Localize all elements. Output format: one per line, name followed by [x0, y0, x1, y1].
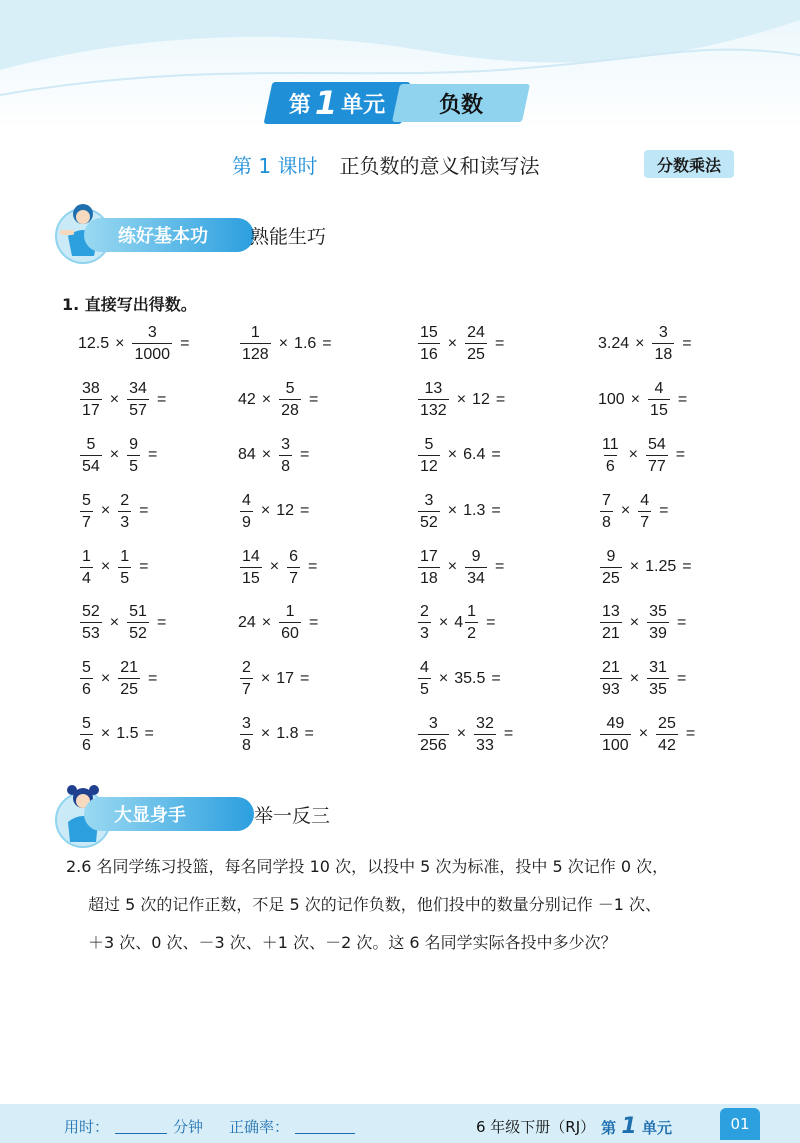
numerator: 34 [129, 380, 147, 398]
denominator: 132 [418, 399, 449, 420]
operator: = [156, 613, 167, 631]
numerator: 5 [82, 714, 91, 732]
numerator: 5 [82, 491, 91, 509]
fraction [465, 323, 487, 364]
denominator: 60 [279, 622, 301, 643]
fraction [418, 547, 440, 588]
operator: × [100, 502, 111, 520]
numerator: 2 [420, 603, 429, 621]
section-basic-subtitle: 熟能生巧 [250, 226, 327, 248]
fraction [418, 602, 431, 643]
numerator: 3 [147, 324, 157, 342]
operator: = [491, 669, 501, 687]
denominator: 52 [418, 511, 440, 532]
numerator: 15 [420, 324, 438, 342]
operator: × [438, 613, 449, 631]
numerator: 13 [424, 380, 443, 398]
question-2 [66, 848, 766, 962]
denominator: 12 [418, 455, 440, 476]
fraction [647, 658, 669, 699]
operator: = [308, 390, 319, 408]
operator: × [456, 390, 467, 408]
numerator: 5 [86, 435, 96, 453]
fraction [600, 435, 621, 476]
numerator: 4 [654, 380, 664, 398]
calc-item [238, 539, 416, 595]
calculation-grid [78, 316, 758, 766]
number: 12 [276, 502, 295, 520]
calc-item [416, 428, 598, 484]
denominator: 1000 [132, 343, 172, 364]
time-label: 用时： [64, 1118, 110, 1136]
operator: = [495, 390, 506, 408]
calc-item [598, 707, 758, 763]
numerator: 25 [658, 714, 676, 732]
denominator: 7 [80, 511, 93, 532]
calc-item [78, 651, 238, 707]
fraction [80, 547, 93, 588]
footer-grade [476, 1114, 672, 1139]
denominator: 8 [240, 734, 253, 755]
operator: × [438, 669, 449, 687]
denominator: 7 [638, 511, 651, 532]
fraction [600, 547, 622, 588]
calc-item [78, 595, 238, 651]
topic-badge: 分数乘法 [644, 150, 734, 178]
numerator: 5 [424, 435, 434, 453]
operator: × [629, 613, 640, 631]
operator: × [447, 446, 458, 464]
numerator: 4 [242, 491, 251, 509]
fraction [279, 435, 292, 476]
operator: = [677, 390, 688, 408]
fraction [418, 379, 449, 420]
numerator: 35 [649, 603, 667, 621]
denominator: 5 [118, 567, 131, 588]
number: 3.24 [598, 334, 630, 352]
fraction [80, 491, 93, 532]
denominator: 128 [240, 343, 271, 364]
calc-item [238, 595, 416, 651]
denominator: 3 [118, 511, 131, 532]
numerator: 3 [428, 714, 438, 732]
denominator: 7 [287, 567, 300, 588]
operator: = [300, 669, 310, 687]
operator: = [304, 725, 314, 743]
operator: = [494, 558, 505, 576]
numerator: 2 [120, 491, 130, 509]
operator: × [638, 725, 649, 743]
denominator: 5 [418, 678, 431, 699]
accuracy-blank [295, 1119, 355, 1134]
numerator: 38 [82, 380, 100, 398]
operator: × [109, 390, 120, 408]
number: 6.4 [463, 446, 486, 464]
calc-item [598, 372, 758, 428]
operator: × [629, 558, 640, 576]
numerator: 49 [606, 714, 625, 732]
numerator: 13 [602, 603, 620, 621]
numerator: 3 [242, 714, 251, 732]
operator: = [685, 725, 696, 743]
calc-item [416, 595, 598, 651]
calc-item [238, 316, 416, 372]
denominator: 53 [80, 622, 102, 643]
numerator: 1 [82, 547, 91, 565]
lesson-title [232, 150, 539, 179]
denominator: 25 [465, 343, 487, 364]
operator: × [261, 446, 272, 464]
operator: = [659, 502, 669, 520]
calc-item [416, 372, 598, 428]
numerator: 4 [640, 491, 650, 509]
numerator: 2 [242, 659, 251, 677]
question-2-line-2: 超过 5 次的记作正数，不足 5 次的记作负数，他们投中的数量分别记作 －1 次、 [88, 895, 662, 914]
number: 24 [238, 613, 256, 631]
time-unit: 分钟 [173, 1118, 204, 1136]
denominator: 34 [465, 567, 487, 588]
number: 12 [472, 390, 490, 408]
numerator: 9 [606, 547, 616, 565]
denominator: 33 [474, 734, 496, 755]
denominator: 17 [80, 399, 102, 420]
denominator: 25 [600, 567, 622, 588]
fraction [287, 547, 300, 588]
calc-item [78, 539, 238, 595]
operator: = [676, 613, 687, 631]
denominator: 39 [647, 622, 669, 643]
fraction [118, 658, 140, 699]
operator: = [682, 558, 692, 576]
calc-item [238, 372, 416, 428]
fraction [80, 602, 102, 643]
operator: × [100, 558, 111, 576]
section-advanced-subtitle: 举一反三 [254, 805, 331, 827]
unit-prefix: 第 [288, 92, 311, 118]
operator: = [322, 334, 332, 352]
unit-number: 1 [314, 84, 338, 122]
number: 1.5 [116, 725, 139, 743]
operator: × [278, 334, 289, 352]
calc-item [416, 539, 598, 595]
operator: × [629, 669, 640, 687]
numerator: 21 [120, 659, 139, 677]
numerator: 52 [82, 603, 100, 621]
fraction [279, 602, 301, 643]
numerator: 5 [82, 659, 91, 677]
fraction [118, 491, 131, 532]
numerator: 21 [602, 659, 620, 677]
number: 1.8 [276, 725, 299, 743]
fraction [80, 379, 102, 420]
denominator: 6 [604, 455, 617, 476]
operator: × [260, 669, 271, 687]
number: 1.6 [294, 334, 317, 352]
fraction [240, 714, 253, 755]
numerator: 17 [420, 547, 438, 565]
numerator: 3 [424, 491, 434, 509]
operator: × [109, 446, 120, 464]
denominator: 2 [465, 622, 478, 643]
fraction [127, 602, 149, 643]
denominator: 9 [240, 511, 253, 532]
numerator: 6 [289, 547, 299, 565]
fraction [132, 323, 172, 364]
section-basic-title: 练好基本功 [118, 226, 208, 247]
fraction [80, 714, 93, 755]
lesson-number: 第 1 课时 [232, 154, 318, 178]
fraction [418, 658, 431, 699]
question-2-line-1: 2.6 名同学练习投篮，每名同学投 10 次，以投中 5 次为标准，投中 5 次记作 0 次， [66, 857, 669, 876]
time-blank [115, 1119, 167, 1134]
numerator: 3 [658, 324, 668, 342]
fraction [646, 435, 668, 476]
fraction [638, 491, 651, 532]
calc-item [598, 483, 758, 539]
operator: × [261, 390, 272, 408]
operator: × [630, 390, 641, 408]
numerator: 9 [129, 435, 139, 453]
calc-item [238, 707, 416, 763]
denominator: 256 [418, 734, 449, 755]
denominator: 6 [80, 734, 93, 755]
operator: × [100, 669, 111, 687]
grade-label: 6 年级下册（RJ） [476, 1118, 596, 1136]
numerator: 1 [467, 603, 477, 621]
operator: = [491, 446, 501, 464]
calc-item [78, 316, 238, 372]
operator: = [300, 502, 310, 520]
number: 1.3 [463, 502, 486, 520]
denominator: 15 [648, 399, 670, 420]
fraction [118, 547, 131, 588]
operator: = [682, 334, 692, 352]
lesson-name: 正负数的意义和读写法 [339, 154, 540, 178]
number: 35.5 [454, 669, 486, 687]
operator: = [494, 334, 505, 352]
denominator: 4 [80, 567, 93, 588]
fraction [80, 658, 93, 699]
calc-item [238, 651, 416, 707]
page-number: 01 [720, 1108, 760, 1140]
operator: = [503, 725, 514, 743]
operator: = [491, 502, 501, 520]
footer-unit [601, 1114, 672, 1139]
operator: = [308, 613, 319, 631]
operator: × [269, 558, 280, 576]
operator: × [260, 725, 271, 743]
numerator: 1 [250, 324, 260, 342]
denominator: 25 [118, 678, 140, 699]
fraction [465, 547, 487, 588]
numerator: 31 [649, 659, 667, 677]
calc-item [598, 539, 758, 595]
operator: = [156, 390, 167, 408]
operator: × [635, 334, 645, 352]
fraction [647, 602, 669, 643]
unit-name: 负数 [438, 92, 483, 118]
unit-suffix: 单元 [341, 92, 386, 118]
fraction [418, 323, 440, 364]
fraction [600, 491, 613, 532]
denominator: 18 [652, 343, 674, 364]
section-advanced-title: 大显身手 [114, 805, 186, 826]
fraction [80, 435, 102, 476]
fraction [127, 379, 149, 420]
operator: = [308, 558, 318, 576]
denominator: 15 [240, 567, 262, 588]
fraction [240, 491, 253, 532]
denominator: 42 [656, 734, 678, 755]
calc-item [416, 707, 598, 763]
operator: × [260, 502, 271, 520]
operator: = [486, 613, 496, 631]
operator: = [139, 558, 149, 576]
denominator: 28 [279, 399, 301, 420]
calc-item [598, 316, 758, 372]
unit-tag [268, 82, 406, 124]
numerator: 5 [285, 380, 295, 398]
operator: × [447, 334, 458, 352]
number: 42 [238, 390, 256, 408]
operator: × [447, 502, 458, 520]
operator: × [115, 334, 125, 352]
footer-unit-prefix: 第 [601, 1119, 617, 1137]
operator: × [447, 558, 458, 576]
numerator: 7 [602, 491, 611, 509]
calc-item [598, 428, 758, 484]
denominator: 16 [418, 343, 440, 364]
number: 1.25 [645, 558, 677, 576]
calc-item [78, 707, 238, 763]
calc-item [78, 483, 238, 539]
denominator: 8 [279, 455, 292, 476]
denominator: 3 [418, 622, 431, 643]
number: 12.5 [78, 334, 110, 352]
footer-stats [64, 1116, 355, 1137]
fraction [600, 658, 622, 699]
denominator: 93 [600, 678, 622, 699]
number: 84 [238, 446, 256, 464]
operator: = [300, 446, 310, 464]
operator: × [261, 613, 272, 631]
accuracy-label: 正确率： [229, 1118, 290, 1136]
denominator: 57 [127, 399, 149, 420]
numerator: 1 [285, 603, 295, 621]
calc-item [238, 428, 416, 484]
number: 17 [276, 669, 295, 687]
fraction [465, 602, 478, 643]
numerator: 1 [120, 547, 130, 565]
numerator: 54 [647, 435, 666, 453]
denominator: 18 [418, 567, 440, 588]
denominator: 52 [127, 622, 149, 643]
numerator: 9 [471, 547, 481, 565]
numerator: 11 [602, 435, 619, 453]
calc-item [78, 372, 238, 428]
operator: = [139, 502, 149, 520]
calc-item [78, 428, 238, 484]
denominator: 100 [600, 734, 631, 755]
fraction [279, 379, 301, 420]
operator: × [456, 725, 467, 743]
number: 100 [598, 390, 625, 408]
operator: × [109, 613, 120, 631]
fraction [240, 658, 253, 699]
numerator: 51 [129, 603, 147, 621]
denominator: 6 [80, 678, 93, 699]
denominator: 35 [647, 678, 669, 699]
denominator: 8 [600, 511, 613, 532]
mixed-number [454, 602, 480, 643]
fraction [418, 714, 449, 755]
fraction [127, 435, 140, 476]
denominator: 77 [646, 455, 668, 476]
operator: = [676, 669, 687, 687]
calc-item [416, 651, 598, 707]
fraction [418, 435, 440, 476]
calc-item [416, 316, 598, 372]
fraction [240, 547, 262, 588]
fraction [474, 714, 496, 755]
footer-unit-number: 1 [621, 1114, 637, 1139]
numerator: 24 [467, 324, 485, 342]
denominator: 21 [600, 622, 622, 643]
footer-unit-suffix: 单元 [641, 1119, 672, 1137]
denominator: 7 [240, 678, 253, 699]
fraction [600, 602, 622, 643]
calc-item [598, 651, 758, 707]
calc-item [416, 483, 598, 539]
fraction [656, 714, 678, 755]
operator: × [628, 446, 638, 464]
operator: = [144, 725, 154, 743]
operator: = [180, 334, 190, 352]
fraction [652, 323, 674, 364]
fraction [648, 379, 670, 420]
fraction [600, 714, 631, 755]
operator: = [148, 446, 158, 464]
operator: × [100, 725, 111, 743]
numerator: 14 [242, 547, 260, 565]
operator: = [675, 446, 686, 464]
whole-part: 4 [454, 613, 464, 631]
operator: = [148, 669, 158, 687]
denominator: 5 [127, 455, 140, 476]
calc-item [598, 595, 758, 651]
operator: × [620, 502, 631, 520]
numerator: 4 [420, 659, 429, 677]
fraction [418, 491, 440, 532]
denominator: 54 [80, 455, 102, 476]
calc-item [238, 483, 416, 539]
question-1-title: 1. 直接写出得数。 [62, 295, 197, 314]
numerator: 3 [281, 435, 291, 453]
numerator: 32 [476, 714, 494, 732]
question-2-line-3: ＋3 次、0 次、－3 次、＋1 次、－2 次。这 6 名同学实际各投中多少次？ [88, 933, 617, 952]
fraction [240, 323, 271, 364]
